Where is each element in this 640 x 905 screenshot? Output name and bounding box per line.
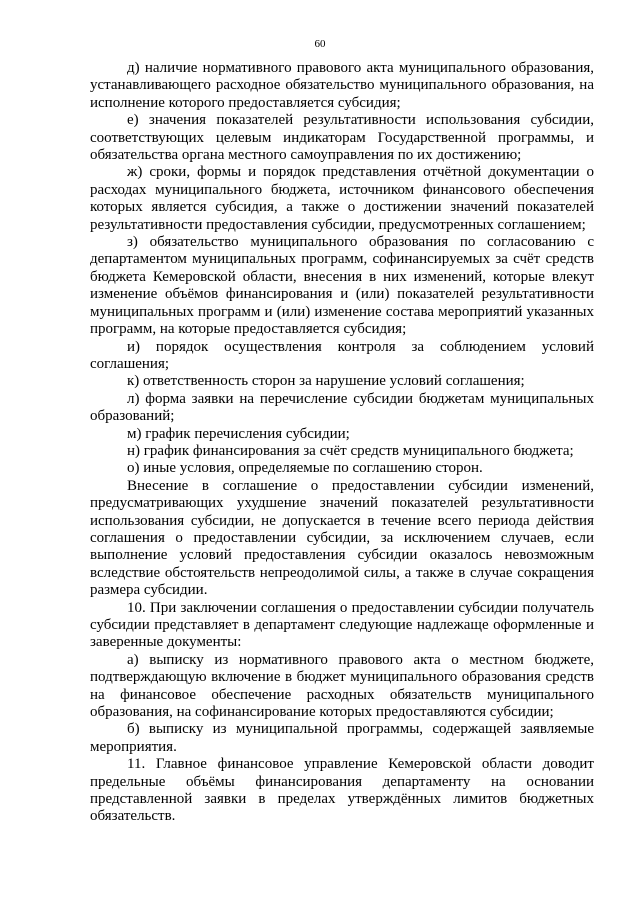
paragraph-10: 10. При заключении соглашения о предоставлении субсидии получатель субсидии представляет в департамент следующие надлежаще оформленные и заверенные документы: xyxy=(90,599,594,651)
paragraph-z: з) обязательство муниципального образования по согласованию с департаментом муниципальных программ, софинансируемых за счёт средств бюджета Кемеровской области, внесения в них изменений, которые влекут изменение объёмов финансирования и (или) показателей результативности муниципальных программ и (или) изменение состава мероприятий указанных программ, на которые предоставляется субсидия; xyxy=(90,234,594,338)
paragraph-11: 11. Главное финансовое управление Кемеровской области доводит предельные объёмы финансирования департаменту на основании представленной заявки в пределах утверждённых лимитов бюджетных обязательств. xyxy=(90,756,594,825)
paragraph-amendments: Внесение в соглашение о предоставлении субсидии изменений, предусматривающих ухудшение значений показателей результативности использования субсидии, не допускается в течение всего периода действия соглашения о предоставлении субсидии, за исключением случаев, если выполнение условий предоставления субсидии оказалось невозможным вследствие обстоятельств непреодолимой силы, а также в случае сокращения размера субсидии. xyxy=(90,477,594,599)
paragraph-m: м) график перечисления субсидии; xyxy=(127,425,350,442)
paragraph-10b: б) выписку из муниципальной программы, содержащей заявляемые мероприятия. xyxy=(90,721,594,755)
paragraph-l: л) форма заявки на перечисление субсидии бюджетам муниципальных образований; xyxy=(90,390,594,425)
paragraph-d: д) наличие нормативного правового акта муниципального образования, устанавливающего расходное обязательство муниципального образования, на исполнение которого предоставляется субсидия; xyxy=(90,60,594,111)
paragraph-e: е) значения показателей результативности использования субсидии, соответствующих целевым индикаторам Государственной программы, и обязательства органа местного самоуправления по их достижению; xyxy=(90,112,594,164)
page-number: 60 xyxy=(314,38,326,50)
paragraph-i: и) порядок осуществления контроля за соблюдением условий соглашения; xyxy=(90,338,594,372)
paragraph-k: к) ответственность сторон за нарушение условий соглашения; xyxy=(127,373,525,390)
paragraph-zh: ж) сроки, формы и порядок представления отчётной документации о расходах муниципального бюджета, источником финансового обеспечения которых является субсидия, а также о достижении значений показателей результативности предоставления субсидии, предусмотренных соглашением; xyxy=(90,164,594,233)
paragraph-10a: а) выписку из нормативного правового акта о местном бюджете, подтверждающую включение в бюджет муниципального образования средств на финансовое обеспечение расходных обязательств муниципального образования, на софинансирование которых предоставляются субсидии; xyxy=(90,651,594,721)
document-body xyxy=(90,60,594,826)
paragraph-n: н) график финансирования за счёт средств муниципального бюджета; xyxy=(127,442,574,459)
paragraph-o: о) иные условия, определяемые по соглашению сторон. xyxy=(127,460,483,477)
